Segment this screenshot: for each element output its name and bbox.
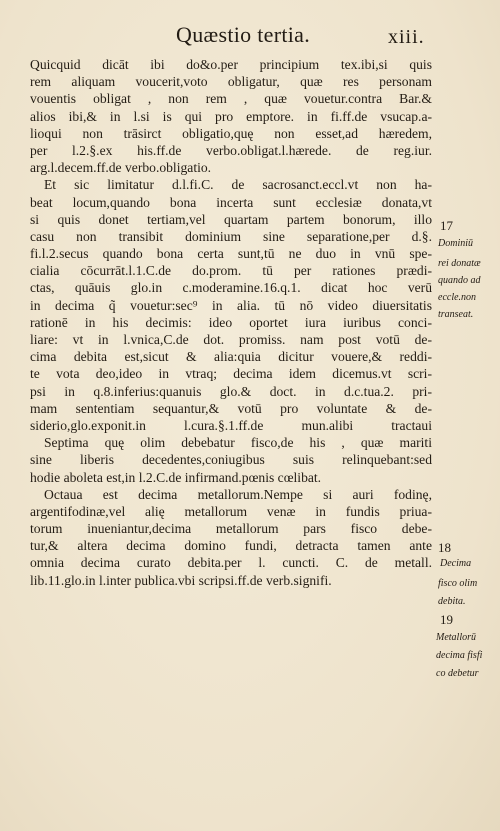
margin-note: transeat. <box>438 309 474 320</box>
margin-note: decima fisfi <box>436 650 483 661</box>
text-line: tur,& altera decima domino fundi, detracta tamen ante <box>30 538 432 554</box>
margin-number: 18 <box>438 540 451 555</box>
text-line: torum inueniantur,decima metallorum pars fisco debe- <box>30 521 432 537</box>
text-line: mam sententiam sequantur,& votū pro voluntate & de- <box>30 400 432 416</box>
margin-number: 19 <box>440 612 453 627</box>
text-line: cialia cōcurrāt.l.1.C.de do.prom. tū per rationes prædi- <box>30 263 432 279</box>
text-line: alios ibi,& in l.si is qui pro emptore. in fi.ff.de vsucap.a- <box>30 108 432 124</box>
text-line: sine liberis decedentes,coniugibus suis relinquebant:sed <box>30 452 432 468</box>
text-line: cima debita est,sicut & alia:quia dicitur vouere,& reddi- <box>30 349 432 365</box>
text-line: hodie aboleta est,in l.2.C.de infirmand.pœnis cœlibat. <box>30 469 322 485</box>
text-line: beat locum,quando bona incerta sunt ecclesiæ donata,vt <box>30 194 432 210</box>
margin-note: quando ad <box>438 275 481 286</box>
text-line: vouentis obligat , non rem , quæ vouetur.contra Bar.& <box>30 91 432 107</box>
margin-note: Dominiū <box>438 238 473 249</box>
margin-number: 17 <box>440 218 453 233</box>
text-line: argentifodinæ,vel alię metallorum venæ in fundis priua- <box>30 503 432 519</box>
margin-note: Metallorū <box>436 632 476 643</box>
folio-number: xiii. <box>388 26 425 48</box>
margin-note: co debetur <box>436 668 479 679</box>
text-line: ctas, quāuis glo.in c.moderamine.16.q.1. dicat hoc verū <box>30 280 432 296</box>
text-line: casu non transibit dominium sine separatione,per d.§. <box>30 228 432 244</box>
text-line: Octaua est decima metallorum.Nempe si auri fodinę, <box>44 486 432 502</box>
text-line: si quis donet tertiam,vel quartam partem bonorum, illo <box>30 211 432 227</box>
text-line: Septima quę olim debebatur fisco,de his , quæ mariti <box>44 435 432 451</box>
text-line: te vota deo,ideo in vtraq; decima idem dicemus.vt scri- <box>30 366 432 382</box>
text-line: arg.l.decem.ff.de verbo.obligatio. <box>30 160 212 176</box>
margin-note: eccle.non <box>438 292 477 303</box>
text-line: rem aliquam voucerit,voto obligatur, quæ res personam <box>30 74 432 90</box>
margin-note: rei donatæ <box>438 258 481 269</box>
text-line: siderio,glo.exponit.in l.cura.§.1.ff.de mun.alibi tractaui <box>30 417 432 433</box>
text-line: in decima q̃ vouetur:sec⁹ in alia. tū nō video diuersitatis <box>30 297 432 313</box>
text-line: fi.l.2.secus quando bona certa sunt,tū ne duo in vnū spe- <box>30 246 432 262</box>
margin-note: Decima <box>440 558 472 569</box>
text-line: lib.11.glo.in l.inter publica.vbi scripsi.ff.de verb.signifi. <box>30 572 332 588</box>
text-line: omnia decima curato debita.per l. cuncti. C. de metall. <box>30 555 432 571</box>
running-title: Quæstio tertia. <box>176 22 311 47</box>
text-line: Et sic limitatur d.l.fi.C. de sacrosanct.eccl.vt non ha- <box>44 177 432 193</box>
text-line: psi in q.8.inferius:quanuis glo.& doct. in d.c.tua.2. pri- <box>30 383 432 399</box>
text-line: rationē in his decimis: ideo oportet iura iuribus conci- <box>30 314 432 330</box>
margin-note: debita. <box>438 596 466 607</box>
text-line: liare: vt in l.vnica,C.de dot. promiss. nam post votū de- <box>30 332 432 347</box>
margin-note: fisco olim <box>438 578 478 589</box>
text-line: lioqui non trāsirct obligatio,quę non esset,ad hæredem, <box>30 125 432 141</box>
text-line: Quicquid dicāt ibi do&o.per principium tex.ibi,si quis <box>30 57 432 72</box>
text-line: per l.2.§.ex his.ff.de verbo.obligat.l.hærede. de reg.iur. <box>30 142 432 158</box>
